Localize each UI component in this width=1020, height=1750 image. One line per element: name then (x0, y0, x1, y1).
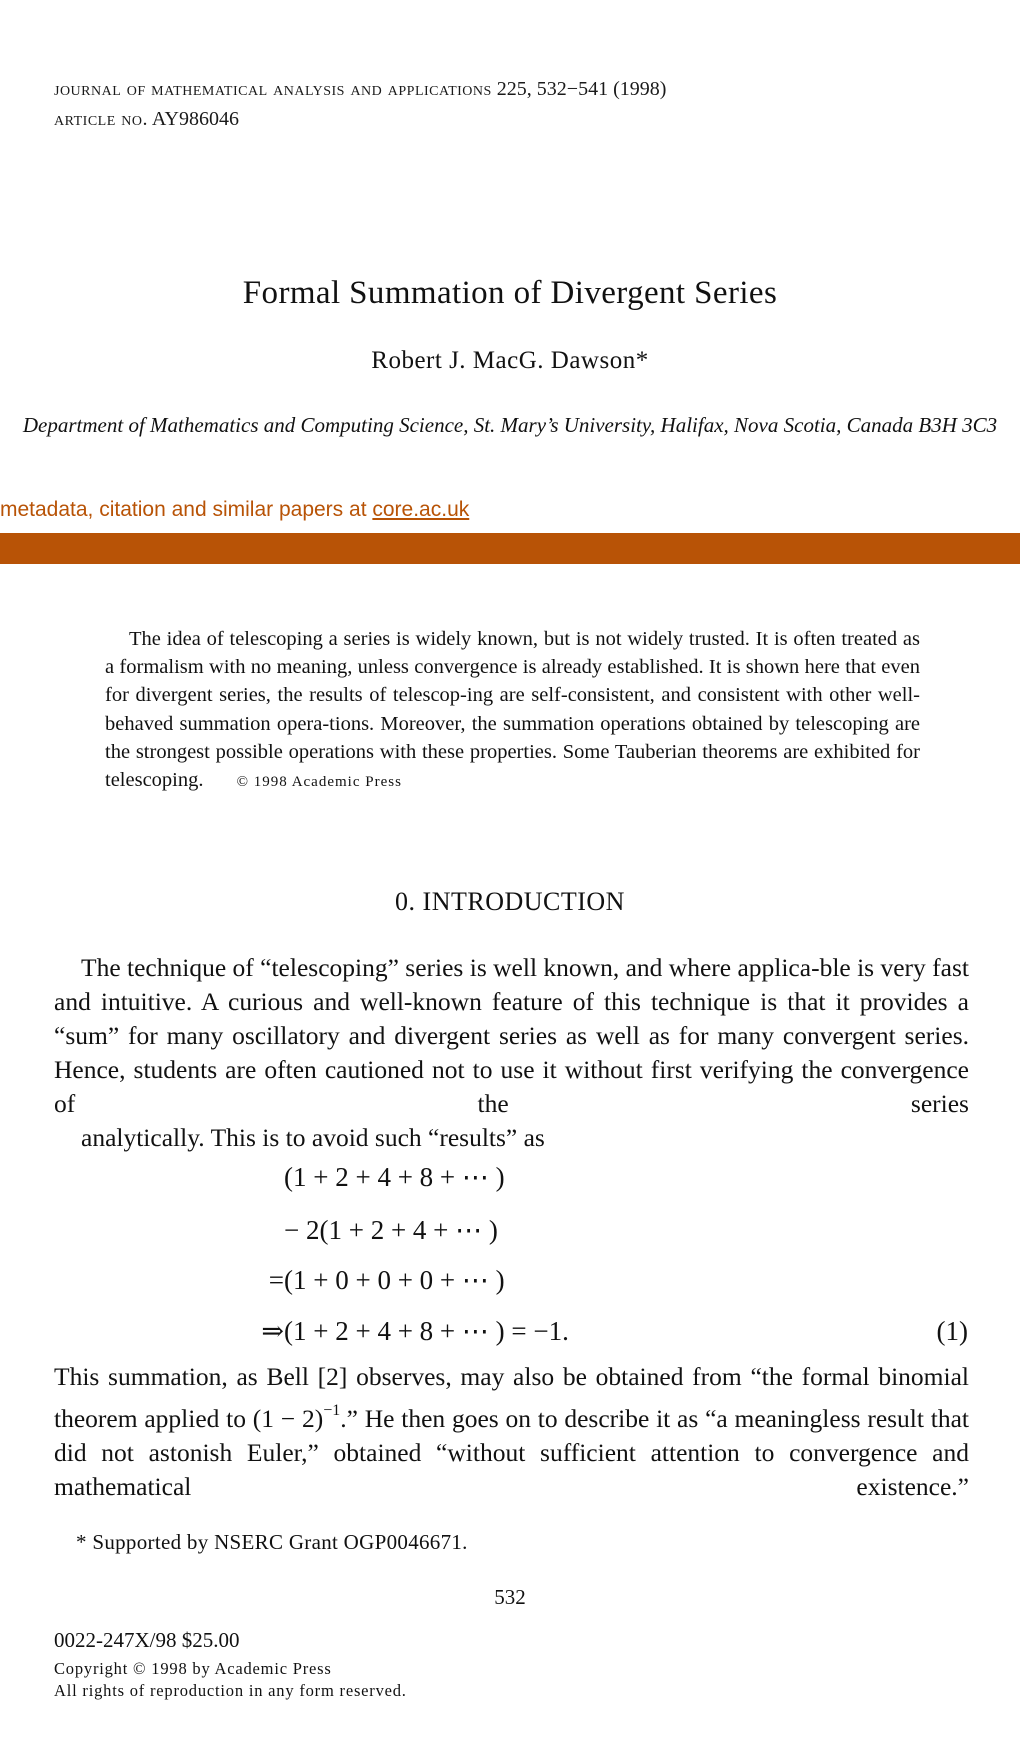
journal-volume-pages: 225, 532−541 (1998) (496, 78, 667, 100)
equation-expression: − 2(1 + 2 + 4 + ⋯ ) (284, 1215, 498, 1245)
binomial-formula (253, 1404, 340, 1433)
journal-name: journal of mathematical analysis and applications (54, 78, 492, 100)
paragraph-2-text-end: .” He then goes on to describe it as “a meaningless result that did not astonish Euler,” obtained “without sufficient attention to convergence and mathematical existence.” (54, 1404, 969, 1501)
equation-operator: = (268, 1265, 284, 1295)
paragraph-2-text-start: This summation, as Bell [2] observes, may also be obtained from “the formal binomial theorem applied to (54, 1362, 969, 1433)
equation-number: (1) (936, 1316, 968, 1346)
equation-operator: ⇒ (261, 1316, 284, 1346)
core-banner-text: metadata, citation and similar papers at (0, 498, 367, 521)
intro-paragraph-2 (54, 1360, 969, 1504)
article-no: AY986046 (151, 108, 239, 130)
equation-row (0, 1162, 1020, 1202)
affiliation: Department of Mathematics and Computing Science, St. Mary’s University, Halifax, Nova Scotia, Canada B3H 3C3 (22, 413, 998, 437)
issn-price: 0022-247X/98 $25.00 (54, 1628, 240, 1652)
abstract-text: The idea of telescoping a series is widely known, but is not widely trusted. It is often treated as a formalism with no meaning, unless convergence is already established. It is shown here that even for divergent series, the results of telescop-ing are self-consistent, and consistent with other well-behaved summation opera-tions. Moreover, the summation operations obtained by telescoping are the strongest possible operations with these properties. Some Tauberian theorems are exhibited for telescoping. (105, 628, 920, 792)
article-no-label: article no. (54, 108, 148, 130)
core-banner-bar (0, 533, 1020, 564)
rights-notice: All rights of reproduction in any form reserved. (54, 1681, 407, 1700)
journal-header (54, 74, 666, 134)
equation-row (0, 1316, 1020, 1356)
intro-paragraph-1-last-line: analytically. This is to avoid such “results” as (81, 1123, 545, 1152)
page-number: 532 (494, 1585, 526, 1609)
equation-expression: (1 + 2 + 4 + 8 + ⋯ ) = −1. (284, 1316, 569, 1346)
formula-exponent: −1 (323, 1402, 341, 1419)
equation-expression: (1 + 0 + 0 + 0 + ⋯ ) (284, 1265, 505, 1295)
footnote: * Supported by NSERC Grant OGP0046671. (76, 1530, 468, 1554)
core-banner (0, 498, 469, 522)
equation-expression: (1 + 2 + 4 + 8 + ⋯ ) (284, 1162, 505, 1192)
abstract-copyright: © 1998 Academic Press (236, 774, 402, 791)
section-heading: 0. INTRODUCTION (395, 887, 625, 916)
equation-row (0, 1265, 1020, 1305)
author: Robert J. MacG. Dawson* (371, 347, 649, 374)
formula-base: (1 − 2) (252, 1404, 324, 1433)
intro-paragraph-1 (54, 951, 969, 1155)
core-link[interactable]: core.ac.uk (372, 498, 470, 521)
abstract (105, 625, 920, 796)
paper-title: Formal Summation of Divergent Series (242, 275, 778, 311)
equation-row (0, 1215, 1020, 1255)
intro-paragraph-1-main: The technique of “telescoping” series is well known, and where applica-ble is very fast and intuitive. A curious and well-known feature of this technique is that it provides a “sum” for many oscillatory and divergent series as well as for many convergent series. Hence, students are often cautioned not to use it without first verifying the convergence of the series (54, 953, 969, 1118)
copyright-notice: Copyright © 1998 by Academic Press (54, 1659, 332, 1678)
